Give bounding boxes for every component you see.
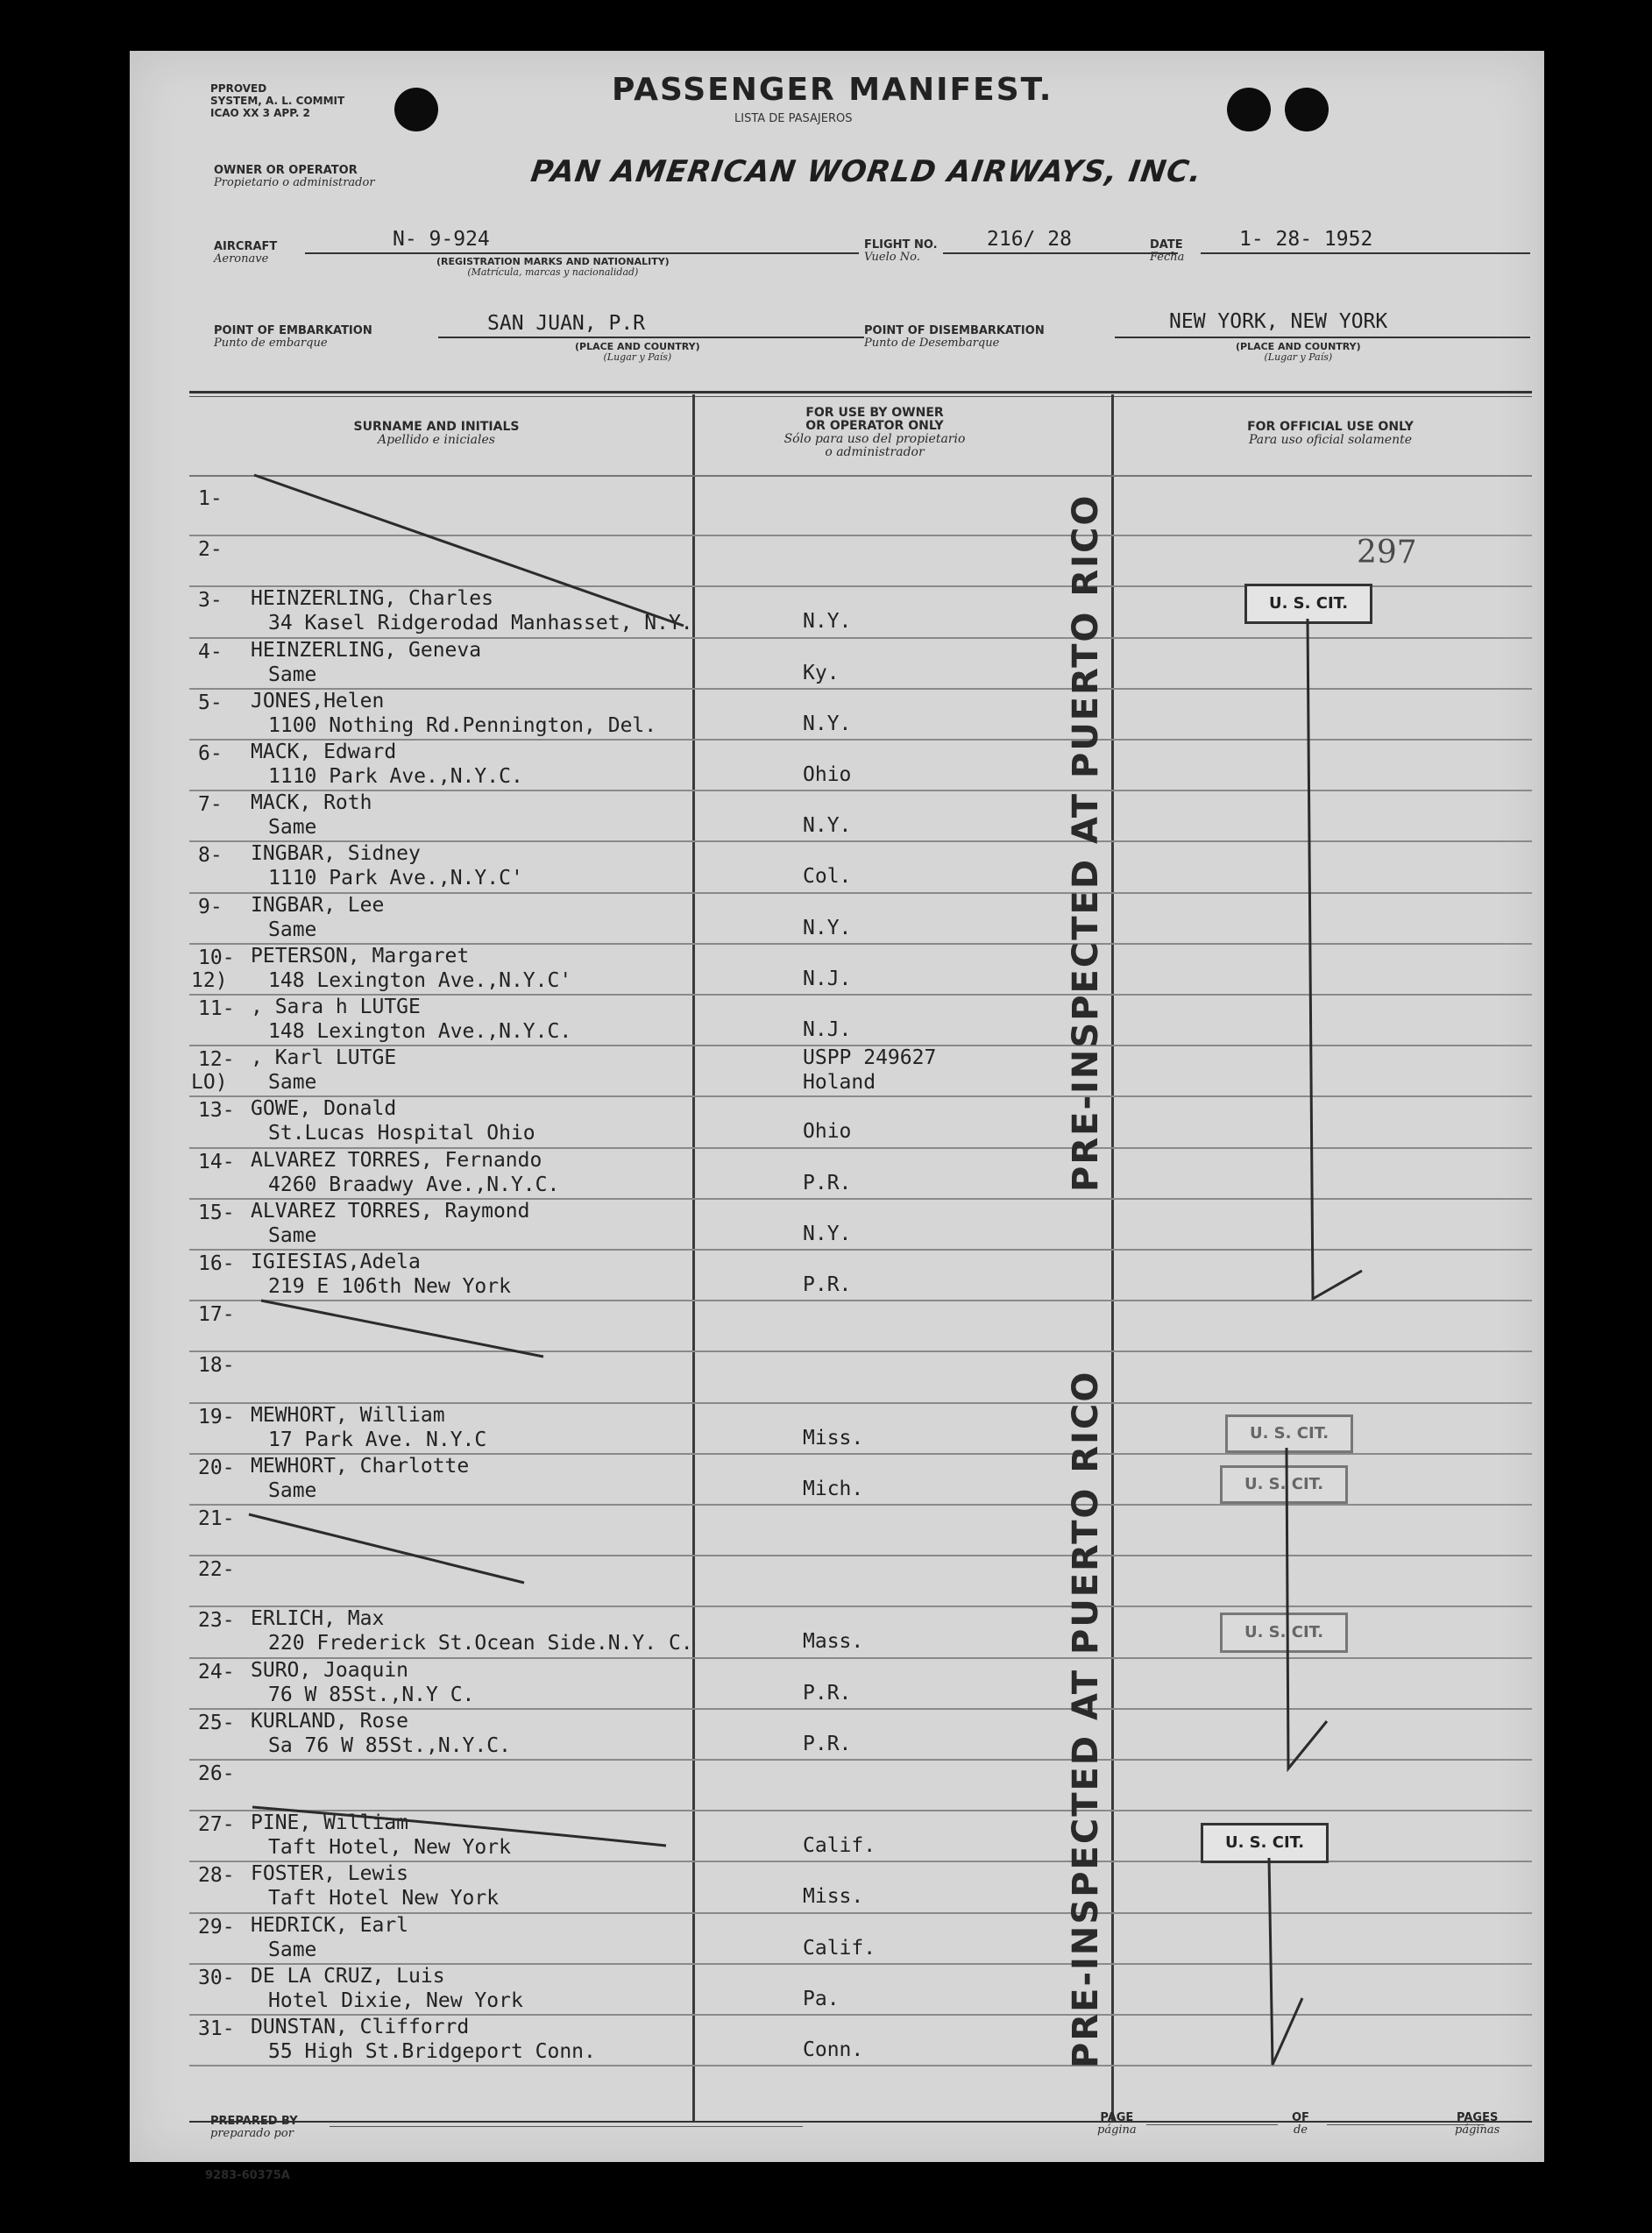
page-subtitle: LISTA DE PASAJEROS — [734, 112, 853, 125]
row-number: 8- — [198, 844, 223, 867]
flight-label: FLIGHT NO. Vuelo No. — [864, 238, 938, 264]
row-number: 24- — [198, 1661, 235, 1684]
state-of-residence: P.R. — [803, 1733, 852, 1755]
passenger-name: GOWE, Donald — [251, 1097, 397, 1120]
state-of-residence: N.Y. — [803, 814, 852, 837]
state-of-residence: Calif. — [803, 1937, 876, 1960]
state-of-residence: N.Y. — [803, 610, 852, 633]
page-title: PASSENGER MANIFEST. — [612, 72, 1053, 108]
prepared-by-label: PREPARED BY preparado por — [210, 2115, 298, 2140]
disembark-label: POINT OF DISEMBARKATION Punto de Desembarque — [864, 324, 1045, 350]
row-number: 21- — [198, 1507, 235, 1530]
row-number: 31- — [198, 2017, 235, 2040]
row-number: 27- — [198, 1813, 235, 1836]
passenger-address: 34 Kasel Ridgerodad Manhasset, N.Y. — [268, 612, 693, 634]
passenger-address: 220 Frederick St.Ocean Side.N.Y. C. — [268, 1632, 693, 1655]
us-cit-stamp-3: U. S. CIT. — [1220, 1465, 1348, 1504]
check-stroke-1 — [1308, 619, 1362, 1299]
passenger-address: St.Lucas Hospital Ohio — [268, 1122, 535, 1145]
pages-label: PAGES páginas — [1455, 2111, 1500, 2137]
owner-label: OWNER OR OPERATOR Propietario o administrador — [214, 164, 375, 189]
preinspected-stamp-1: PRE-INSPECTED AT PUERTO RICO — [1066, 493, 1106, 1192]
row-number: 10- — [198, 946, 235, 969]
passenger-name: IGIESIAS,Adela — [251, 1251, 421, 1273]
row-number: 23- — [198, 1609, 235, 1632]
aircraft-note: (REGISTRATION MARKS AND NATIONALITY) (Matrícula, marcas y nacionalidad) — [436, 256, 670, 278]
row-number: 11- — [198, 997, 235, 1020]
passenger-name: MEWHORT, William — [251, 1404, 445, 1427]
void-stroke-rows-1-3 — [254, 475, 684, 626]
embark-value: SAN JUAN, P.R — [487, 312, 646, 335]
col-head-surname: SURNAME AND INITIALS Apellido e iniciales — [353, 420, 520, 447]
passenger-name: MEWHORT, Charlotte — [251, 1455, 470, 1478]
passenger-address: 1100 Nothing Rd.Pennington, Del. — [268, 714, 657, 737]
row-annotation: 12) — [191, 969, 228, 992]
footer-rule — [189, 2121, 1532, 2123]
row-number: 18- — [198, 1354, 235, 1377]
state-of-residence: P.R. — [803, 1682, 852, 1705]
row-number: 17- — [198, 1303, 235, 1326]
row-number: 12- — [198, 1048, 235, 1071]
operator-name: PAN AMERICAN WORLD AIRWAYS, INC. — [528, 154, 1204, 189]
us-cit-stamp-5: U. S. CIT. — [1201, 1823, 1329, 1863]
row-number: 26- — [198, 1762, 235, 1785]
row-number: 4- — [198, 641, 223, 663]
state-of-residence: Ohio — [803, 1120, 852, 1143]
of-label: OF de — [1292, 2111, 1309, 2137]
row-number: 7- — [198, 793, 223, 816]
approval-line-2: SYSTEM, A. L. COMMIT — [210, 95, 345, 107]
aircraft-label: AIRCRAFT Aeronave — [214, 240, 278, 266]
passenger-address: 4260 Braadwy Ave.,N.Y.C. — [268, 1173, 560, 1196]
row-number: 5- — [198, 691, 223, 714]
row-number: 6- — [198, 742, 223, 765]
passenger-address: Hotel Dixie, New York — [268, 1989, 523, 2012]
row-number: 20- — [198, 1457, 235, 1479]
date-value: 1- 28- 1952 — [1239, 228, 1373, 251]
disembark-note: (PLACE AND COUNTRY) (Lugar y País) — [1236, 341, 1361, 363]
row-number: 30- — [198, 1967, 235, 1989]
row-number: 22- — [198, 1558, 235, 1581]
page-label: PAGE página — [1097, 2111, 1137, 2137]
void-stroke-rows-17-18 — [261, 1301, 543, 1357]
prepared-underline — [330, 2126, 803, 2127]
passenger-address: Same — [268, 1939, 317, 1961]
row-number: 13- — [198, 1099, 235, 1122]
passenger-address: Same — [268, 663, 317, 686]
passenger-name: ERLICH, Max — [251, 1607, 385, 1630]
row-number: 28- — [198, 1864, 235, 1887]
manifest-sheet — [130, 51, 1544, 2182]
row-number: 14- — [198, 1151, 235, 1173]
passenger-name: MACK, Edward — [251, 741, 397, 763]
approval-line-1: PPROVED — [210, 82, 267, 95]
passenger-address: 1110 Park Ave.,N.Y.C' — [268, 867, 523, 890]
pen-marks — [130, 51, 1544, 2162]
passenger-address: 148 Lexington Ave.,N.Y.C' — [268, 969, 572, 992]
state-of-residence: N.J. — [803, 1018, 852, 1041]
form-number: 9283-60375A — [205, 2169, 290, 2182]
passenger-name: FOSTER, Lewis — [251, 1862, 409, 1885]
passenger-address: Sa 76 W 85St.,N.Y.C. — [268, 1734, 511, 1757]
passenger-name: MACK, Roth — [251, 791, 372, 814]
col-head-owner-use: FOR USE BY OWNER OR OPERATOR ONLY Sólo para uso del propietario o administrador — [783, 406, 966, 459]
row-number: 2- — [198, 538, 223, 561]
state-of-residence-2: Holand — [803, 1071, 876, 1094]
us-cit-stamp-2: U. S. CIT. — [1225, 1414, 1353, 1453]
passenger-name: SURO, Joaquin — [251, 1659, 409, 1682]
state-of-residence: P.R. — [803, 1273, 852, 1296]
passenger-address: Same — [268, 1224, 317, 1247]
passenger-name: ALVAREZ TORRES, Fernando — [251, 1149, 542, 1172]
row-annotation: LO) — [191, 1071, 228, 1094]
passenger-name: DE LA CRUZ, Luis — [251, 1965, 445, 1988]
passenger-address: 219 E 106th New York — [268, 1275, 511, 1298]
passenger-name: PINE, William — [251, 1811, 409, 1834]
passenger-address: 1110 Park Ave.,N.Y.C. — [268, 765, 523, 788]
us-cit-stamp-4: U. S. CIT. — [1220, 1613, 1348, 1653]
check-stroke-3 — [1269, 1858, 1302, 2065]
check-stroke-2 — [1287, 1448, 1327, 1769]
us-cit-stamp-1: U. S. CIT. — [1244, 584, 1372, 624]
passenger-address: 76 W 85St.,N.Y C. — [268, 1684, 475, 1706]
page-underline — [1146, 2124, 1278, 2125]
date-label: DATE Fecha — [1150, 238, 1185, 264]
passenger-address: 17 Park Ave. N.Y.C — [268, 1428, 487, 1451]
passenger-name: HEINZERLING, Charles — [251, 587, 493, 610]
disembark-value: NEW YORK, NEW YORK — [1169, 310, 1388, 333]
embark-label: POINT OF EMBARKATION Punto de embarque — [214, 324, 372, 350]
row-number: 9- — [198, 896, 223, 918]
row-number: 3- — [198, 589, 223, 612]
passenger-name: HEINZERLING, Geneva — [251, 639, 482, 662]
void-stroke-rows-26-27 — [252, 1807, 666, 1846]
passenger-name: JONES,Helen — [251, 690, 385, 712]
passenger-address: 148 Lexington Ave.,N.Y.C. — [268, 1020, 572, 1043]
passenger-name: ALVAREZ TORRES, Raymond — [251, 1200, 530, 1223]
state-of-residence: N.Y. — [803, 1223, 852, 1245]
passenger-name: PETERSON, Margaret — [251, 945, 470, 968]
state-of-residence: N.J. — [803, 968, 852, 990]
state-of-residence: N.Y. — [803, 917, 852, 939]
state-of-residence: USPP 249627 — [803, 1046, 937, 1069]
state-of-residence: Mich. — [803, 1478, 864, 1500]
row-number: 1- — [198, 487, 223, 510]
approval-line-3: ICAO XX 3 APP. 2 — [210, 107, 310, 119]
passenger-address: Taft Hotel, New York — [268, 1836, 511, 1859]
state-of-residence: N.Y. — [803, 712, 852, 735]
handwritten-number: 297 — [1357, 535, 1417, 571]
state-of-residence: P.R. — [803, 1172, 852, 1194]
state-of-residence: Calif. — [803, 1834, 876, 1857]
state-of-residence: Miss. — [803, 1885, 864, 1908]
state-of-residence: Col. — [803, 865, 852, 888]
flight-value: 216/ 28 — [987, 228, 1072, 251]
passenger-name: DUNSTAN, Clifforrd — [251, 2016, 470, 2038]
void-stroke-rows-21-22 — [249, 1514, 524, 1583]
passenger-address: Same — [268, 816, 317, 839]
passenger-name: INGBAR, Sidney — [251, 842, 421, 865]
state-of-residence: Miss. — [803, 1427, 864, 1450]
preinspected-stamp-2: PRE-INSPECTED AT PUERTO RICO — [1066, 1370, 1106, 2068]
passenger-address: Same — [268, 1071, 317, 1094]
state-of-residence: Ky. — [803, 662, 840, 684]
row-number: 25- — [198, 1712, 235, 1734]
embark-note: (PLACE AND COUNTRY) (Lugar y País) — [575, 341, 700, 363]
passenger-name: , Sara h LUTGE — [251, 996, 421, 1018]
row-number: 19- — [198, 1406, 235, 1428]
state-of-residence: Mass. — [803, 1630, 864, 1653]
row-number: 15- — [198, 1202, 235, 1224]
aircraft-value: N- 9-924 — [393, 228, 490, 251]
state-of-residence: Conn. — [803, 2038, 864, 2061]
passenger-name: , Karl LUTGE — [251, 1046, 397, 1069]
row-number: 29- — [198, 1916, 235, 1939]
state-of-residence: Ohio — [803, 763, 852, 786]
row-number: 16- — [198, 1252, 235, 1275]
passenger-address: Same — [268, 918, 317, 941]
passenger-address: Taft Hotel New York — [268, 1887, 500, 1910]
passenger-address: Same — [268, 1479, 317, 1502]
col-head-official: FOR OFFICIAL USE ONLY Para uso oficial solamente — [1247, 420, 1414, 447]
passenger-name: KURLAND, Rose — [251, 1710, 409, 1733]
passenger-address: 55 High St.Bridgeport Conn. — [268, 2040, 596, 2063]
passenger-name: INGBAR, Lee — [251, 894, 385, 917]
state-of-residence: Pa. — [803, 1988, 840, 2010]
passenger-name: HEDRICK, Earl — [251, 1914, 409, 1937]
